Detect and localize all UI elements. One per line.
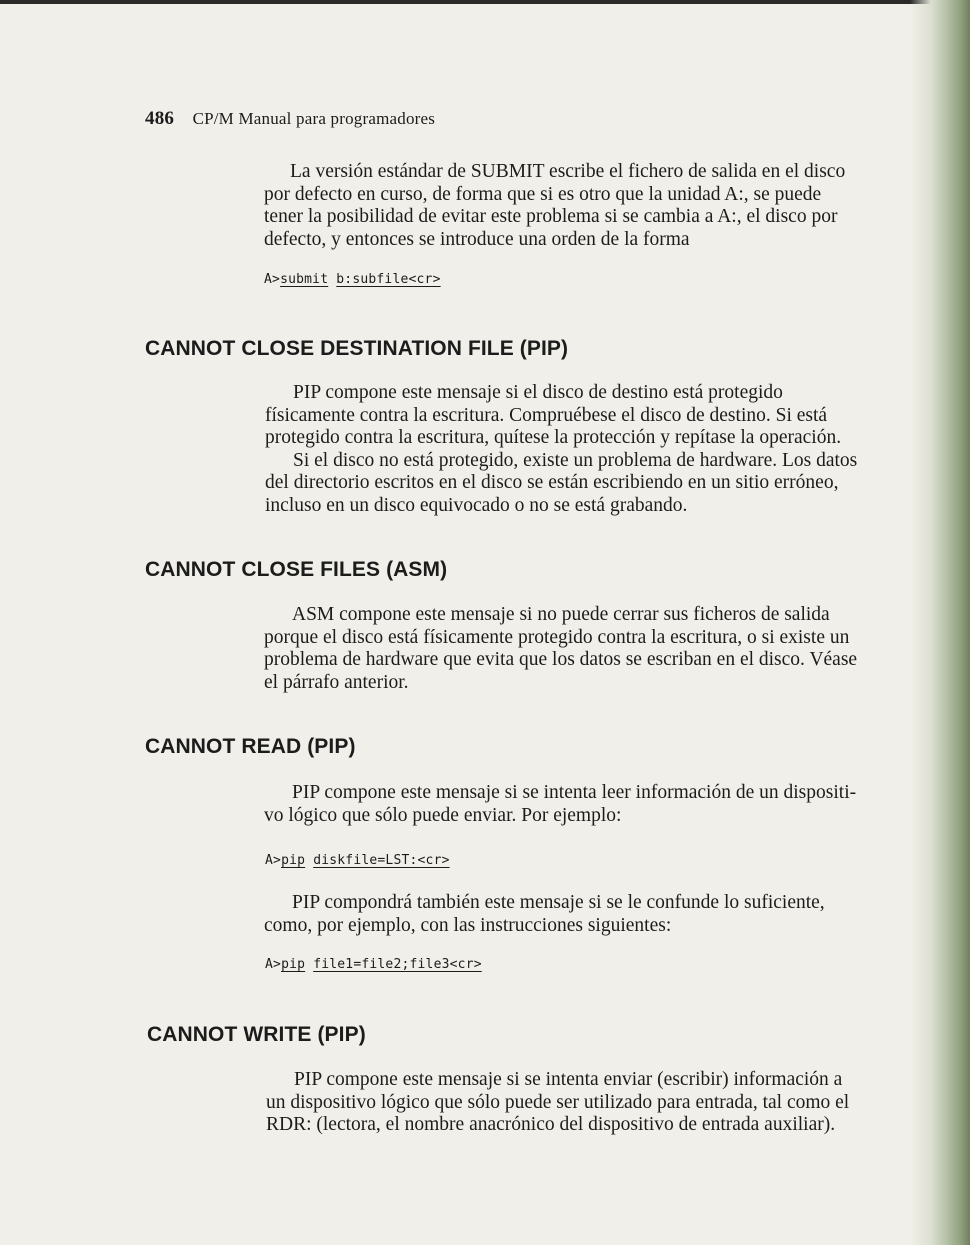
section-paragraph (264, 782, 891, 827)
paragraph-line: PIP compone este mensaje si el disco de destino está protegido (293, 382, 783, 403)
code-command: submit (280, 272, 329, 287)
code-args: file1=file2;file3<cr> (313, 957, 482, 972)
code-args: b:subfile<cr> (336, 272, 441, 287)
section-heading: CANNOT CLOSE DESTINATION FILE (PIP) (145, 337, 569, 360)
running-header (145, 108, 435, 130)
intro-paragraph (264, 161, 891, 251)
paragraph-line: ASM compone este mensaje si no puede cerrar sus ficheros de salida (292, 604, 830, 625)
code-prompt: A> (264, 272, 281, 287)
paragraph-line: un dispositivo lógico que sólo puede ser utilizado para entrada, tal como el (266, 1091, 850, 1113)
paragraph-line: RDR: (lectora, el nombre anacrónico del dispositivo de entrada auxiliar). (266, 1114, 836, 1135)
paragraph-line: porque el disco está físicamente protegido contra la escritura, o si existe un (264, 626, 850, 648)
page-number: 486 (145, 108, 175, 129)
code-command: pip (281, 853, 306, 868)
code-prompt: A> (265, 853, 282, 868)
code-prompt: A> (265, 957, 282, 972)
paragraph-line: defecto, y entonces se introduce una orden de la forma (264, 228, 690, 250)
section-paragraph (264, 892, 891, 937)
code-example-submit (264, 272, 441, 287)
section-heading: CANNOT READ (PIP) (145, 735, 356, 758)
code-example-pip-read (265, 853, 450, 868)
paragraph-line: incluso en un disco equivocado o no se está grabando. (265, 494, 688, 516)
paragraph-line: PIP compone este mensaje si se intenta leer información de un dispositi- (292, 782, 857, 803)
paragraph-line: como, por ejemplo, con las instrucciones siguientes: (264, 914, 672, 936)
paragraph-line: por defecto en curso, de forma que si es otro que la unidad A:, se puede (264, 183, 822, 205)
code-example-pip-files (265, 957, 482, 972)
section-heading: CANNOT CLOSE FILES (ASM) (145, 558, 448, 581)
paragraph-line: protegido contra la escritura, quítese la protección y repítase la operación. (265, 427, 842, 448)
page-binding-shadow (910, 0, 970, 1245)
paragraph-line: Si el disco no está protegido, existe un problema de hardware. Los datos (293, 449, 858, 471)
code-args: diskfile=LST:<cr> (313, 853, 450, 868)
section-paragraph (265, 382, 892, 517)
paragraph-line: PIP compondrá también este mensaje si se le confunde lo suficiente, (292, 892, 825, 913)
running-title: CP/M Manual para programadores (192, 109, 436, 128)
code-command: pip (281, 957, 306, 972)
paragraph-line: La versión estándar de SUBMIT escribe el fichero de salida en el disco (290, 161, 846, 182)
section-heading: CANNOT WRITE (PIP) (147, 1023, 366, 1046)
paragraph-line: tener la posibilidad de evitar este problema si se cambia a A:, el disco por (264, 206, 838, 227)
scan-top-edge (0, 0, 970, 4)
paragraph-line: del directorio escritos en el disco se están escribiendo en un sitio erróneo, (265, 472, 839, 493)
section-paragraph (266, 1069, 893, 1137)
paragraph-line: problema de hardware que evita que los datos se escriban en el disco. Véase (264, 649, 858, 670)
paragraph-line: vo lógico que sólo puede enviar. Por ejemplo: (264, 804, 622, 826)
section-paragraph (264, 604, 891, 694)
paragraph-line: PIP compone este mensaje si se intenta enviar (escribir) información a (294, 1069, 843, 1090)
paragraph-line: el párrafo anterior. (264, 671, 409, 693)
paragraph-line: físicamente contra la escritura. Compruébese el disco de destino. Si está (265, 404, 828, 426)
